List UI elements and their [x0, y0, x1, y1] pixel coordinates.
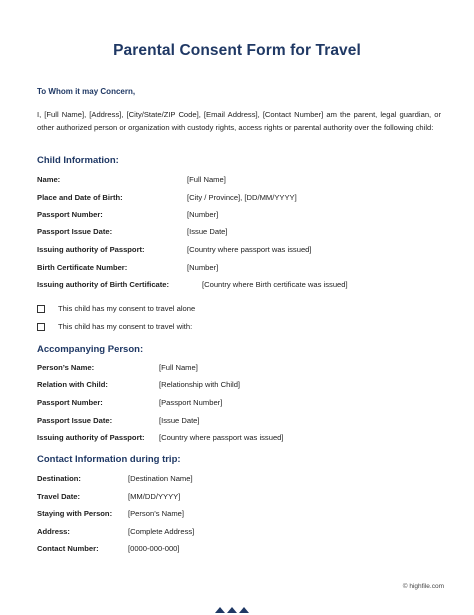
- field-value[interactable]: [Number]: [187, 210, 219, 219]
- field-label: Place and Date of Birth:: [37, 193, 123, 202]
- highfile-logo-icon: [213, 603, 261, 615]
- field-value[interactable]: [Destination Name]: [128, 474, 193, 483]
- field-label: Passport Number:: [37, 210, 103, 219]
- field-label: Passport Issue Date:: [37, 416, 113, 425]
- footer-credit: © highfile.com: [402, 583, 444, 590]
- field-label: Issuing authority of Birth Certificate:: [37, 280, 170, 289]
- intro-paragraph: I, [Full Name], [Address], [City/State/ZIP Code], [Email Address], [Contact Number] am the parent, legal guardian, or other authorized person or organization with custody rights, access rights or parental authority over the following child:: [37, 110, 441, 132]
- field-value[interactable]: [0000-000-000]: [128, 544, 180, 553]
- contact-info-heading: Contact Information during trip:: [37, 454, 181, 465]
- field-label: Passport Number:: [37, 398, 103, 407]
- field-value[interactable]: [MM/DD/YYYY]: [128, 492, 181, 501]
- field-label: Address:: [37, 527, 70, 536]
- field-value[interactable]: [Complete Address]: [128, 527, 195, 536]
- field-value[interactable]: [Full Name]: [159, 363, 198, 372]
- checkbox-label: This child has my consent to travel alone: [58, 304, 196, 313]
- field-label: Contact Number:: [37, 544, 99, 553]
- field-value[interactable]: [Full Name]: [187, 175, 226, 184]
- field-label: Staying with Person:: [37, 509, 113, 518]
- salutation: To Whom it may Concern,: [37, 87, 136, 96]
- field-label: Name:: [37, 175, 61, 184]
- checkbox-label: This child has my consent to travel with:: [58, 322, 193, 331]
- field-value[interactable]: [City / Province], [DD/MM/YYYY]: [187, 193, 297, 202]
- field-label: Person’s Name:: [37, 363, 95, 372]
- field-label: Relation with Child:: [37, 380, 108, 389]
- checkbox[interactable]: [37, 323, 45, 331]
- field-value[interactable]: [Relationship with Child]: [159, 380, 241, 389]
- accompanying-person-heading: Accompanying Person:: [37, 344, 144, 355]
- field-value[interactable]: [Country where Birth certificate was issued]: [202, 280, 348, 289]
- form-title: Parental Consent Form for Travel: [113, 42, 361, 59]
- field-value[interactable]: [Country where passport was issued]: [159, 433, 284, 442]
- field-label: Destination:: [37, 474, 81, 483]
- field-value[interactable]: [Country where passport was issued]: [187, 245, 312, 254]
- checkbox[interactable]: [37, 305, 45, 313]
- field-label: Travel Date:: [37, 492, 81, 501]
- field-label: Passport Issue Date:: [37, 227, 113, 236]
- field-value[interactable]: [Passport Number]: [159, 398, 223, 407]
- field-label: Birth Certificate Number:: [37, 263, 128, 272]
- child-info-heading: Child Information:: [37, 155, 119, 166]
- field-label: Issuing authority of Passport:: [37, 245, 145, 254]
- field-value[interactable]: [Person’s Name]: [128, 509, 184, 518]
- field-value[interactable]: [Issue Date]: [159, 416, 200, 425]
- field-value[interactable]: [Issue Date]: [187, 227, 228, 236]
- field-label: Issuing authority of Passport:: [37, 433, 145, 442]
- field-value[interactable]: [Number]: [187, 263, 219, 272]
